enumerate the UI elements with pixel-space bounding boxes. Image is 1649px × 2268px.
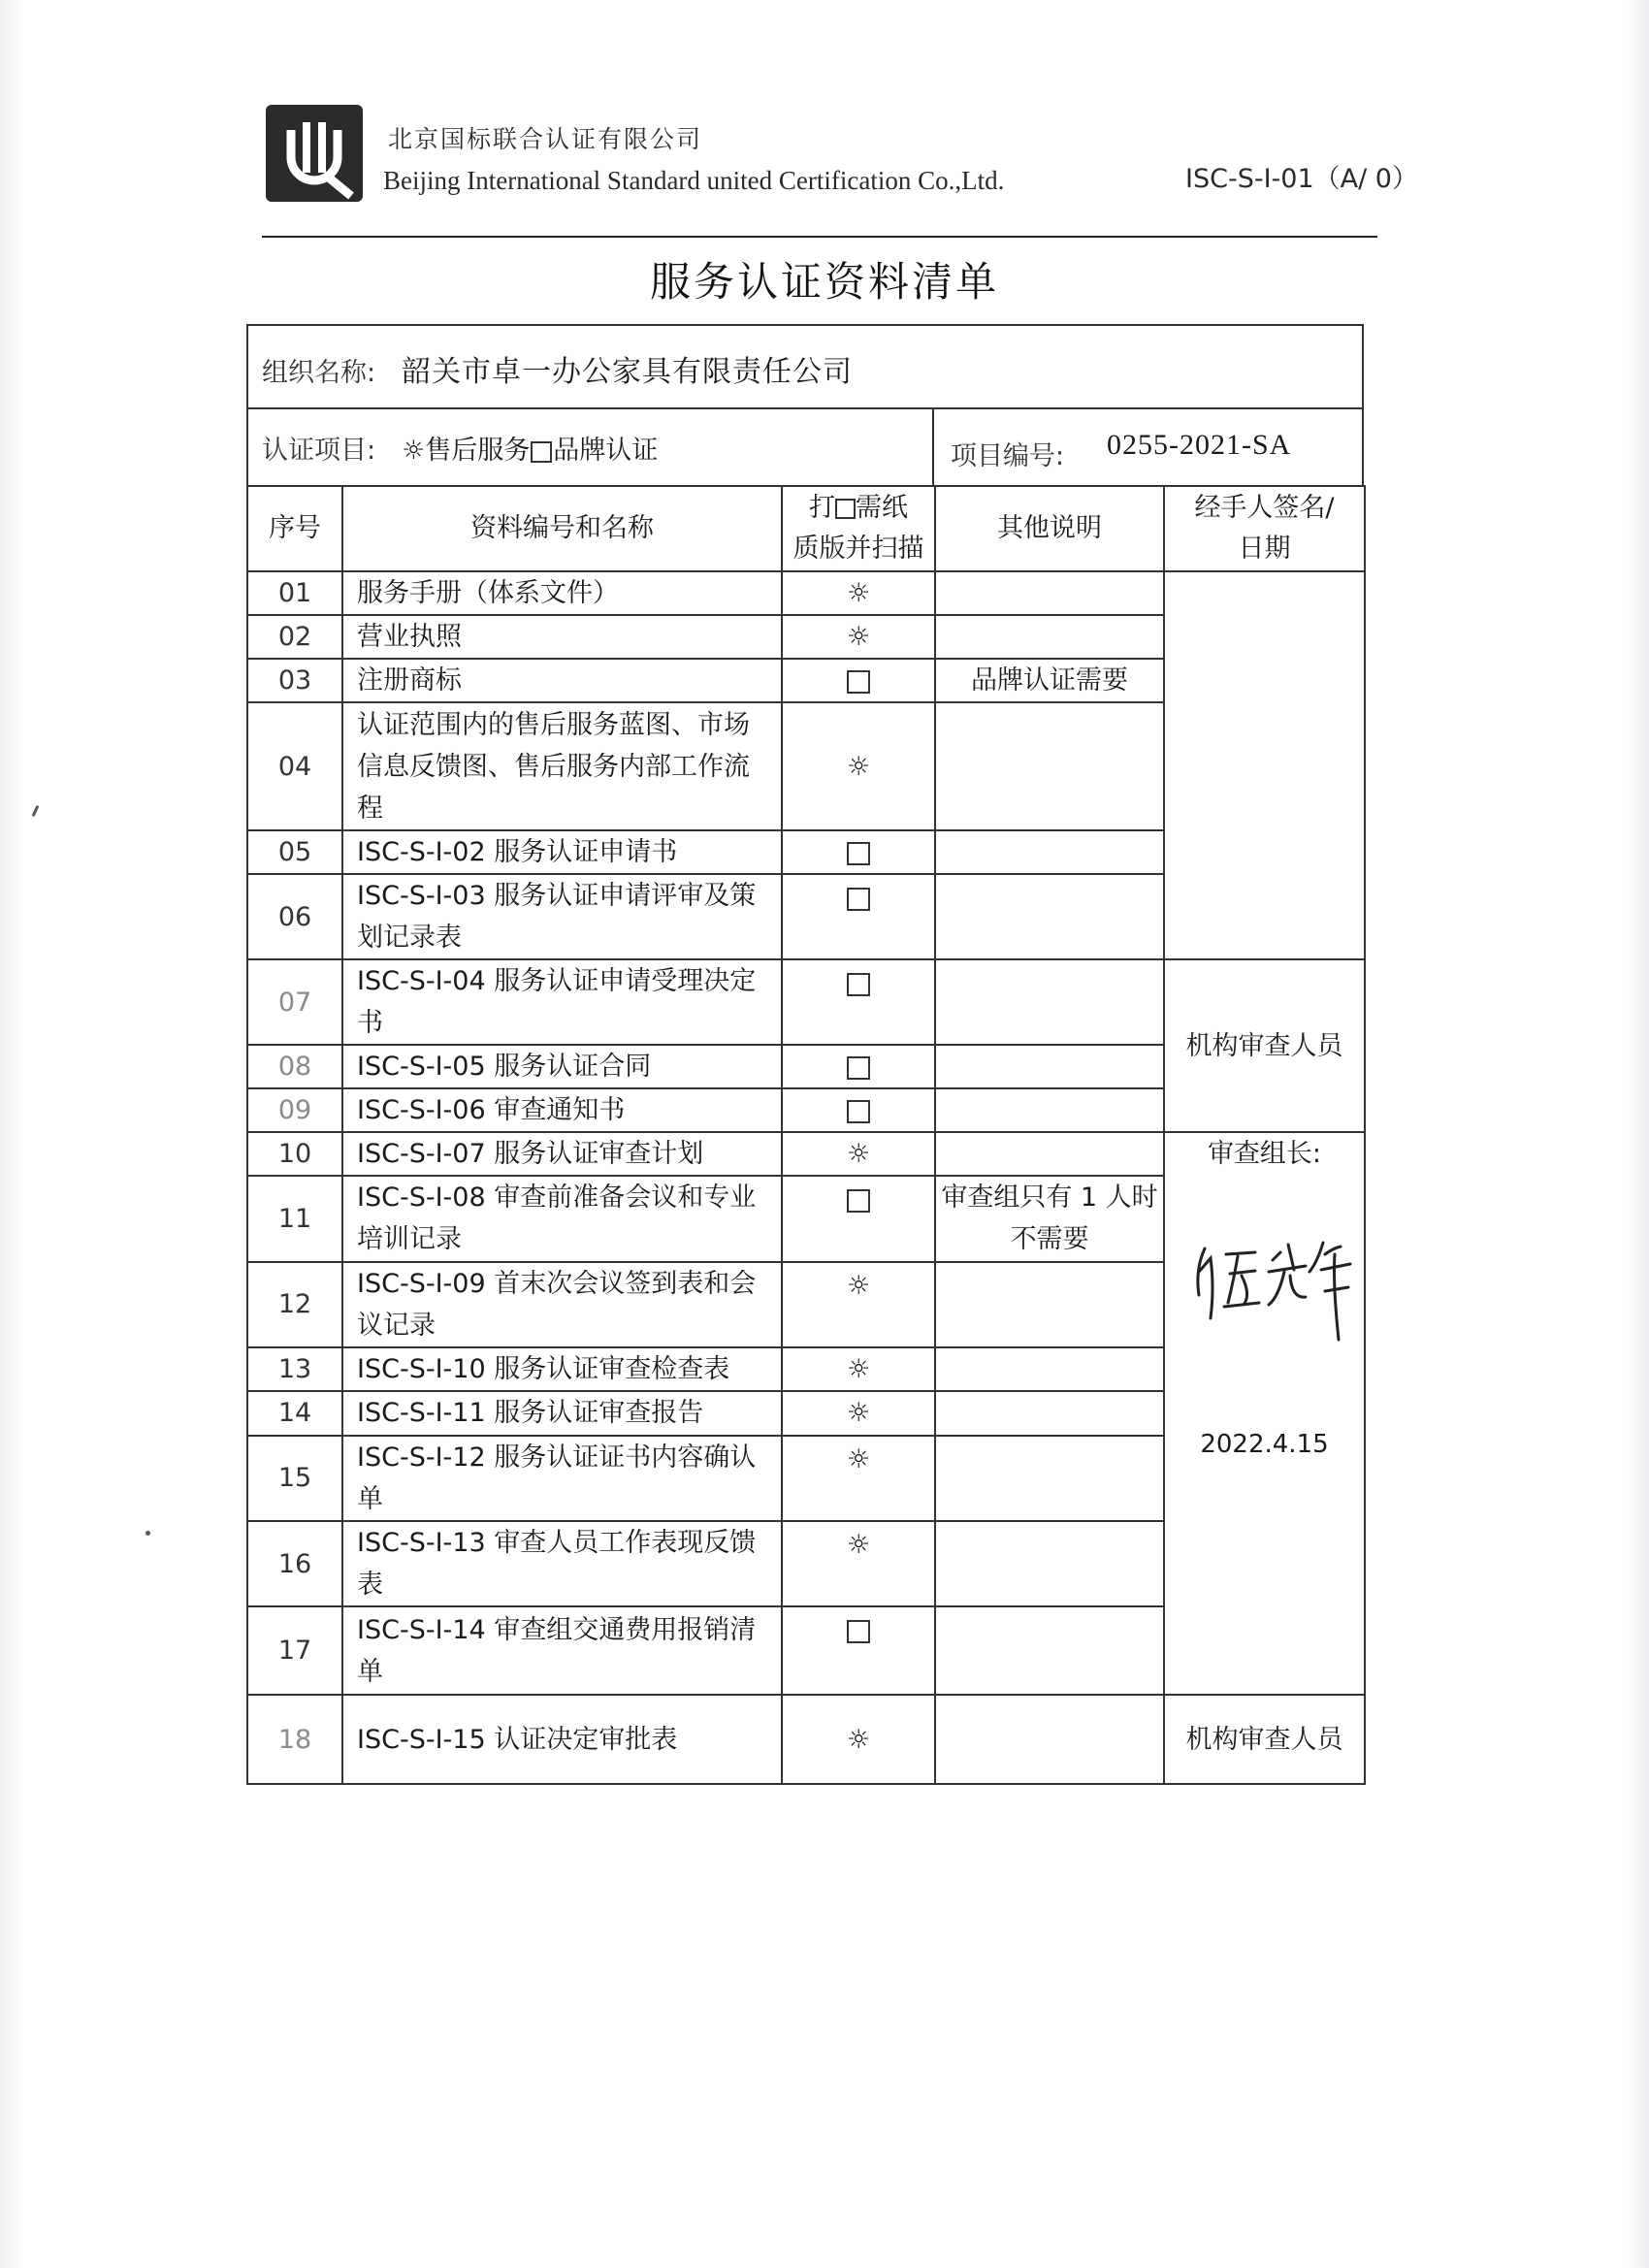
header-mark-post: 需纸 [856, 493, 908, 523]
row-no: 08 [247, 1045, 342, 1088]
header-name: 资料编号和名称 [342, 486, 782, 571]
signature-cell-blank [1164, 571, 1365, 959]
org-label: 组织名称: [262, 358, 376, 388]
row-no: 18 [247, 1695, 342, 1784]
row-no: 12 [247, 1262, 342, 1347]
project-no-value: 0255-2021-SA [1107, 429, 1292, 461]
leader-label: 审查组长: [1207, 1139, 1322, 1169]
row-name: ISC-S-I-02 服务认证申请书 [342, 830, 782, 874]
row-note [935, 1262, 1164, 1347]
header-signature [1164, 486, 1365, 571]
scan-speck [146, 1531, 150, 1536]
row-note [935, 1088, 1164, 1132]
row-name: 服务手册（体系文件） [342, 571, 782, 615]
signature-date: 2022.4.15 [1200, 1430, 1329, 1459]
row-note: 品牌认证需要 [935, 659, 1164, 702]
row-note [935, 1695, 1164, 1784]
header-no: 序号 [247, 486, 342, 571]
organization-box [246, 324, 1364, 409]
row-note [935, 959, 1164, 1045]
row-no: 13 [247, 1347, 342, 1391]
row-no: 10 [247, 1132, 342, 1176]
checkbox-icon [847, 842, 870, 865]
row-name: ISC-S-I-08 审查前准备会议和专业培训记录 [342, 1176, 782, 1261]
row-name: 营业执照 [342, 615, 782, 659]
row-no: 16 [247, 1521, 342, 1606]
row-mark: ☼ [782, 1521, 935, 1606]
row-no: 11 [247, 1176, 342, 1261]
row-note [935, 874, 1164, 959]
handwritten-signature-icon [1180, 1215, 1374, 1342]
row-mark [782, 874, 935, 959]
row-name: ISC-S-I-05 服务认证合同 [342, 1045, 782, 1088]
row-mark: ☼ [782, 615, 935, 659]
signature-leader-area [1165, 1133, 1364, 1694]
row-no: 06 [247, 874, 342, 959]
checkbox-icon [847, 1189, 870, 1213]
cert-box-divider [932, 409, 934, 485]
row-mark: ☼ [782, 1132, 935, 1176]
table-row [247, 959, 1365, 1045]
signature-reviewer-b: 机构审查人员 [1164, 1695, 1365, 1784]
checkbox-icon [847, 1620, 870, 1643]
row-note [935, 830, 1164, 874]
row-no: 07 [247, 959, 342, 1045]
row-name: ISC-S-I-12 服务认证证书内容确认单 [342, 1436, 782, 1521]
row-name: ISC-S-I-04 服务认证申请受理决定书 [342, 959, 782, 1045]
company-logo-icon [262, 101, 367, 206]
header-sig-line1: 经手人签名/ [1194, 493, 1335, 523]
checkbox-icon [847, 670, 870, 694]
row-note [935, 571, 1164, 615]
row-note [935, 1436, 1164, 1521]
row-name: ISC-S-I-10 服务认证审查检查表 [342, 1347, 782, 1391]
row-mark [782, 1176, 935, 1261]
scan-edge-right [1628, 0, 1649, 2268]
checkbox-icon [847, 1100, 870, 1123]
row-mark [782, 830, 935, 874]
row-mark [782, 959, 935, 1045]
row-note [935, 1606, 1164, 1695]
checkbox-icon [847, 1056, 870, 1080]
checkbox-icon [531, 441, 552, 463]
header-mark-pre: 打 [809, 493, 835, 523]
cert-label: 认证项目: [262, 436, 376, 466]
row-name: ISC-S-I-13 审查人员工作表现反馈表 [342, 1521, 782, 1606]
row-no: 17 [247, 1606, 342, 1695]
org-value: 韶关市卓一办公家具有限责任公司 [402, 355, 853, 389]
row-note [935, 1521, 1164, 1606]
row-no: 04 [247, 702, 342, 830]
document-code: ISC-S-I-01（A/ 0） [1185, 164, 1418, 194]
row-note: 审查组只有 1 人时不需要 [935, 1176, 1164, 1261]
row-no: 09 [247, 1088, 342, 1132]
project-no-label: 项目编号: [951, 441, 1065, 471]
row-name: ISC-S-I-03 服务认证申请评审及策划记录表 [342, 874, 782, 959]
company-name-cn: 北京国标联合认证有限公司 [388, 125, 703, 153]
header-mark [782, 486, 935, 571]
row-no: 02 [247, 615, 342, 659]
row-name: ISC-S-I-09 首末次会议签到表和会议记录 [342, 1262, 782, 1347]
header-mark-line2: 质版并扫描 [792, 534, 924, 564]
company-name-en: Beijing International Standard united Certification Co.,Ltd. [383, 166, 1005, 195]
row-mark: ☼ [782, 571, 935, 615]
row-name: 认证范围内的售后服务蓝图、市场信息反馈图、售后服务内部工作流程 [342, 702, 782, 830]
row-name: ISC-S-I-06 审查通知书 [342, 1088, 782, 1132]
row-mark [782, 1045, 935, 1088]
row-note [935, 702, 1164, 830]
row-note [935, 615, 1164, 659]
signature-leader-cell [1164, 1132, 1365, 1695]
row-no: 03 [247, 659, 342, 702]
scan-edge-left [0, 0, 25, 2268]
scan-speck [32, 805, 40, 817]
row-note [935, 1132, 1164, 1176]
row-mark [782, 1606, 935, 1695]
certification-box [246, 407, 1364, 487]
row-name: ISC-S-I-15 认证决定审批表 [342, 1695, 782, 1784]
row-note [935, 1391, 1164, 1435]
row-mark [782, 1088, 935, 1132]
cert-option-box-label: 品牌认证 [553, 436, 659, 466]
checkbox-icon [847, 973, 870, 996]
row-mark: ☼ [782, 1695, 935, 1784]
row-name: 注册商标 [342, 659, 782, 702]
row-mark: ☼ [782, 1262, 935, 1347]
signature-reviewer-a: 机构审查人员 [1164, 959, 1365, 1132]
row-name: ISC-S-I-11 服务认证审查报告 [342, 1391, 782, 1435]
row-note [935, 1347, 1164, 1391]
header-sig-line2: 日期 [1238, 534, 1291, 564]
row-name: ISC-S-I-07 服务认证审查计划 [342, 1132, 782, 1176]
document-checklist-table [246, 485, 1366, 1785]
cert-option-checked: ☼售后服务 [402, 436, 531, 466]
row-mark: ☼ [782, 1347, 935, 1391]
row-mark: ☼ [782, 1391, 935, 1435]
row-mark: ☼ [782, 1436, 935, 1521]
cert-option-after-sales [402, 429, 658, 467]
row-mark [782, 659, 935, 702]
row-mark: ☼ [782, 702, 935, 830]
checkbox-icon [847, 888, 870, 911]
checkbox-icon [835, 499, 856, 519]
table-row [247, 1695, 1365, 1784]
row-no: 05 [247, 830, 342, 874]
row-no: 14 [247, 1391, 342, 1435]
row-no: 15 [247, 1436, 342, 1521]
page-title: 服务认证资料清单 [649, 258, 999, 306]
header-divider [262, 236, 1377, 238]
header-note: 其他说明 [935, 486, 1164, 571]
row-note [935, 1045, 1164, 1088]
row-name: ISC-S-I-14 审查组交通费用报销清单 [342, 1606, 782, 1695]
table-header-row [247, 486, 1365, 571]
table-row [247, 571, 1365, 615]
row-no: 01 [247, 571, 342, 615]
table-row [247, 1132, 1365, 1176]
